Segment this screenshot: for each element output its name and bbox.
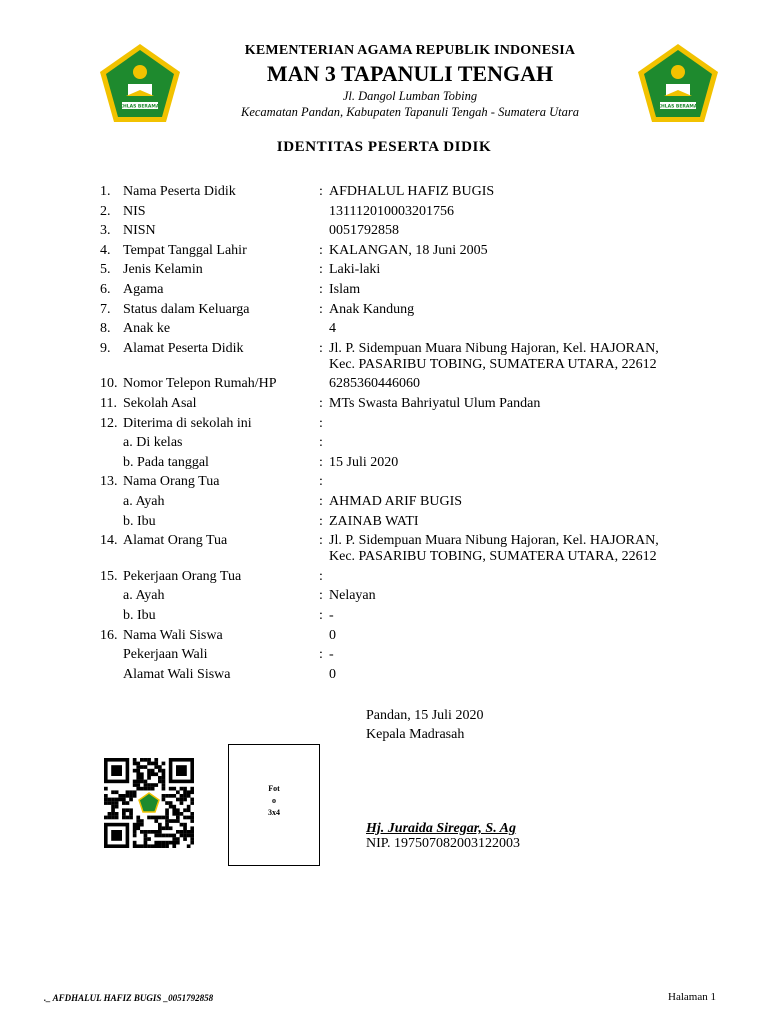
signature-block bbox=[366, 706, 483, 744]
identity-row bbox=[0, 282, 768, 298]
identity-row bbox=[0, 608, 768, 624]
row-number: 2. bbox=[100, 203, 111, 219]
identity-row bbox=[0, 667, 768, 683]
row-value: 6285360446060 bbox=[329, 376, 420, 392]
svg-text:IKHLAS BERAMAL: IKHLAS BERAMAL bbox=[117, 104, 163, 110]
identity-row bbox=[0, 514, 768, 530]
row-value: 0051792858 bbox=[329, 223, 399, 239]
row-colon: : bbox=[319, 262, 323, 278]
row-number: 7. bbox=[100, 301, 111, 317]
document-title: IDENTITAS PESERTA DIDIK bbox=[276, 139, 492, 155]
principal-nip: NIP. 197507082003122003 bbox=[366, 836, 521, 851]
identity-row bbox=[0, 243, 768, 259]
identity-row bbox=[0, 416, 768, 432]
identity-row bbox=[0, 494, 768, 510]
row-label: Jenis Kelamin bbox=[123, 262, 203, 278]
row-label: b. Pada tanggal bbox=[123, 454, 209, 470]
row-label: b. Ibu bbox=[123, 513, 156, 529]
ministry-name: KEMENTERIAN AGAMA REPUBLIK INDONESIA bbox=[244, 43, 576, 58]
row-value: KALANGAN, 18 Juni 2005 bbox=[329, 242, 488, 258]
row-label: Status dalam Keluarga bbox=[123, 301, 250, 317]
identity-row bbox=[0, 455, 768, 471]
row-number: 9. bbox=[100, 340, 111, 356]
identity-row bbox=[0, 474, 768, 490]
school-street: Jl. Dangol Lumban Tobing bbox=[342, 89, 478, 103]
footer-page-number: Halaman 1 bbox=[668, 991, 716, 1003]
row-colon: : bbox=[319, 301, 323, 317]
row-value: MTs Swasta Bahriyatul Ulum Pandan bbox=[329, 396, 541, 411]
footer-student-ref: ._ AFDHALUL HAFIZ BUGIS _0051792858 bbox=[44, 993, 214, 1003]
row-number: 16. bbox=[100, 627, 118, 643]
signature-place-date: Pandan, 15 Juli 2020 bbox=[366, 708, 484, 723]
identity-row bbox=[0, 340, 768, 372]
row-number: 10. bbox=[100, 376, 118, 392]
row-colon: : bbox=[319, 533, 323, 549]
row-colon: : bbox=[319, 415, 323, 431]
row-number: 3. bbox=[100, 223, 111, 239]
identity-row bbox=[0, 396, 768, 412]
row-label: NIS bbox=[123, 203, 146, 219]
row-number: 4. bbox=[100, 242, 111, 258]
identity-row bbox=[0, 647, 768, 663]
school-district: Kecamatan Pandan, Kabupaten Tapanuli Tengah - Sumatera Utara bbox=[241, 105, 579, 119]
school-name: MAN 3 TAPANULI TENGAH bbox=[266, 61, 554, 86]
row-label: Alamat Orang Tua bbox=[123, 533, 228, 549]
qr-code bbox=[104, 758, 194, 848]
row-label: Sekolah Asal bbox=[123, 396, 197, 411]
principal-name: Hj. Juraida Siregar, S. Ag bbox=[366, 821, 517, 836]
row-value: Laki-laki bbox=[329, 262, 381, 278]
row-value: 0 bbox=[329, 666, 336, 682]
row-label: a. Ayah bbox=[123, 494, 165, 509]
identity-row bbox=[0, 262, 768, 278]
row-value: 0 bbox=[329, 627, 336, 643]
row-value: Islam bbox=[329, 282, 361, 297]
row-label: Alamat Wali Siswa bbox=[123, 666, 231, 682]
row-value: 15 Juli 2020 bbox=[329, 454, 399, 470]
row-label: NISN bbox=[123, 223, 156, 239]
row-colon: : bbox=[319, 608, 323, 623]
row-label: Nama Wali Siswa bbox=[123, 627, 223, 643]
row-number: 11. bbox=[100, 396, 117, 411]
row-number: 13. bbox=[100, 474, 118, 490]
identity-row bbox=[0, 533, 768, 565]
row-number: 12. bbox=[100, 415, 118, 431]
identity-row bbox=[0, 569, 768, 585]
identity-row bbox=[0, 302, 768, 318]
row-number: 1. bbox=[100, 184, 111, 199]
row-colon: : bbox=[319, 588, 323, 604]
row-colon: : bbox=[319, 396, 323, 411]
row-number: 5. bbox=[100, 262, 111, 278]
identity-row bbox=[0, 184, 768, 200]
row-value: 131112010003201756 bbox=[329, 203, 454, 219]
row-label: Nama Orang Tua bbox=[123, 474, 220, 490]
row-number: 15. bbox=[100, 568, 118, 584]
row-colon: : bbox=[319, 184, 323, 199]
row-colon: : bbox=[319, 513, 323, 529]
row-value: AFDHALUL HAFIZ BUGIS bbox=[329, 184, 495, 199]
photo-placeholder bbox=[228, 744, 320, 866]
row-colon: : bbox=[319, 340, 323, 356]
row-colon: : bbox=[319, 242, 323, 258]
identity-row bbox=[0, 588, 768, 604]
row-number: 8. bbox=[100, 321, 111, 337]
row-number: 6. bbox=[100, 282, 111, 297]
row-value: ZAINAB WATI bbox=[329, 513, 419, 529]
row-label: Pekerjaan Wali bbox=[123, 647, 208, 663]
row-value: - bbox=[329, 608, 334, 623]
identity-row bbox=[0, 435, 768, 451]
row-colon: : bbox=[319, 454, 323, 470]
identity-row bbox=[0, 204, 768, 220]
row-label: a. Di kelas bbox=[123, 435, 183, 451]
row-value: - bbox=[329, 647, 334, 663]
row-value: AHMAD ARIF BUGIS bbox=[329, 494, 463, 509]
photo-label-3: 3x4 bbox=[268, 808, 280, 817]
row-label: Diterima di sekolah ini bbox=[123, 415, 252, 431]
identity-row bbox=[0, 321, 768, 337]
identity-row bbox=[0, 628, 768, 644]
identity-row bbox=[0, 376, 768, 392]
svg-text:IKHLAS BERAMAL: IKHLAS BERAMAL bbox=[655, 104, 701, 110]
row-value: Jl. P. Sidempuan Muara Nibung Hajoran, Kel. HAJORAN, Kec. PASARIBU TOBING, SUMATERA UTARA, 22612 bbox=[329, 340, 659, 372]
row-value: Nelayan bbox=[329, 588, 376, 604]
row-colon: : bbox=[319, 647, 323, 663]
row-label: Nama Peserta Didik bbox=[123, 184, 236, 199]
row-label: Anak ke bbox=[123, 321, 171, 337]
row-label: Nomor Telepon Rumah/HP bbox=[123, 376, 277, 392]
row-value: Jl. P. Sidempuan Muara Nibung Hajoran, Kel. HAJORAN, Kec. PASARIBU TOBING, SUMATERA UTARA, 22612 bbox=[329, 533, 659, 565]
row-label: Tempat Tanggal Lahir bbox=[123, 242, 247, 258]
row-label: Pekerjaan Orang Tua bbox=[123, 568, 242, 584]
row-label: Alamat Peserta Didik bbox=[123, 340, 244, 356]
row-colon: : bbox=[319, 494, 323, 509]
row-value: Anak Kandung bbox=[329, 301, 415, 317]
row-label: a. Ayah bbox=[123, 588, 165, 604]
ministry-logo-left bbox=[98, 42, 182, 126]
signature-position: Kepala Madrasah bbox=[366, 727, 465, 742]
row-label: Agama bbox=[123, 282, 164, 297]
row-colon: : bbox=[319, 282, 323, 297]
row-colon: : bbox=[319, 435, 323, 451]
identity-row bbox=[0, 223, 768, 239]
row-value: 4 bbox=[329, 321, 336, 337]
row-label: b. Ibu bbox=[123, 608, 156, 623]
letterhead bbox=[190, 42, 630, 120]
row-colon: : bbox=[319, 568, 323, 584]
ministry-logo-right bbox=[636, 42, 720, 126]
row-colon: : bbox=[319, 474, 323, 490]
row-number: 14. bbox=[100, 533, 118, 549]
photo-label-2: o bbox=[272, 796, 276, 805]
photo-label-1: Fot bbox=[268, 784, 280, 793]
